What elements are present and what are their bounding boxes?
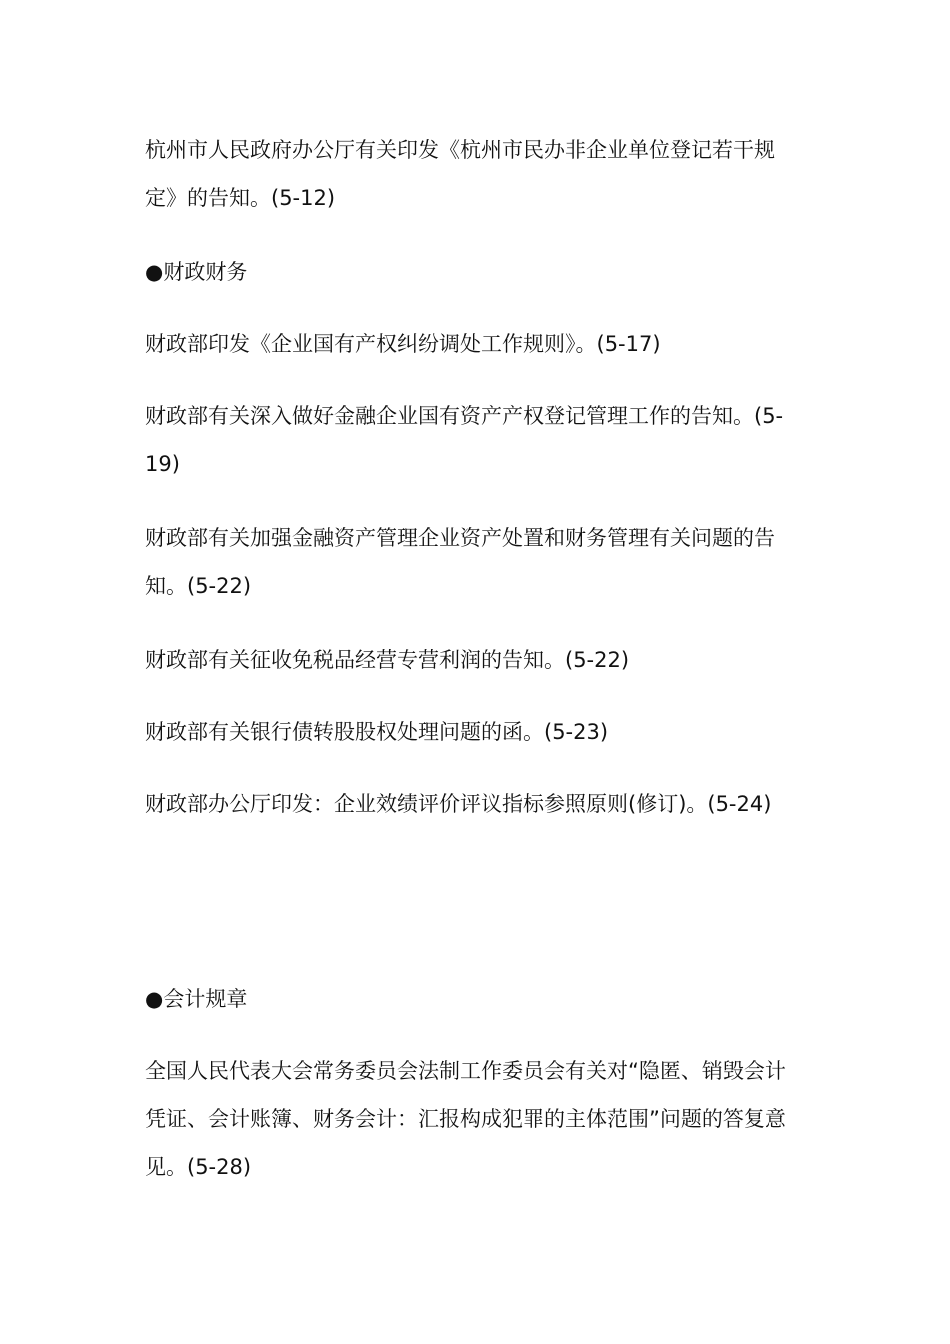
section-heading-accounting: ●会计规章 xyxy=(145,987,248,1011)
notice-performance-evaluation: 财政部办公厅印发：企业效绩评价评议指标参照原则(修订)。(5-24) xyxy=(145,792,772,816)
notice-debt-equity-swap: 财政部有关银行债转股股权处理问题的函。(5-23) xyxy=(145,720,609,744)
section-heading-finance: ●财政财务 xyxy=(145,260,248,284)
notice-financial-property-registration: 财政部有关深入做好金融企业国有资产产权登记管理工作的告知。(5-19) xyxy=(145,404,784,476)
notice-hangzhou-registration: 杭州市人民政府办公厅有关印发《杭州市民办非企业单位登记若干规定》的告知。(5-12) xyxy=(145,138,775,210)
notice-duty-free-profit: 财政部有关征收免税品经营专营利润的告知。(5-22) xyxy=(145,648,630,672)
notice-accounting-crime-opinion: 全国人民代表大会常务委员会法制工作委员会有关对“隐匿、销毁会计凭证、会计账簿、财务会计：汇报构成犯罪的主体范围”问题的答复意见。(5-28) xyxy=(145,1059,786,1179)
notice-asset-disposal: 财政部有关加强金融资产管理企业资产处置和财务管理有关问题的告知。(5-22) xyxy=(145,526,775,598)
notice-property-dispute-rules: 财政部印发《企业国有产权纠纷调处工作规则》。(5-17) xyxy=(145,332,661,356)
